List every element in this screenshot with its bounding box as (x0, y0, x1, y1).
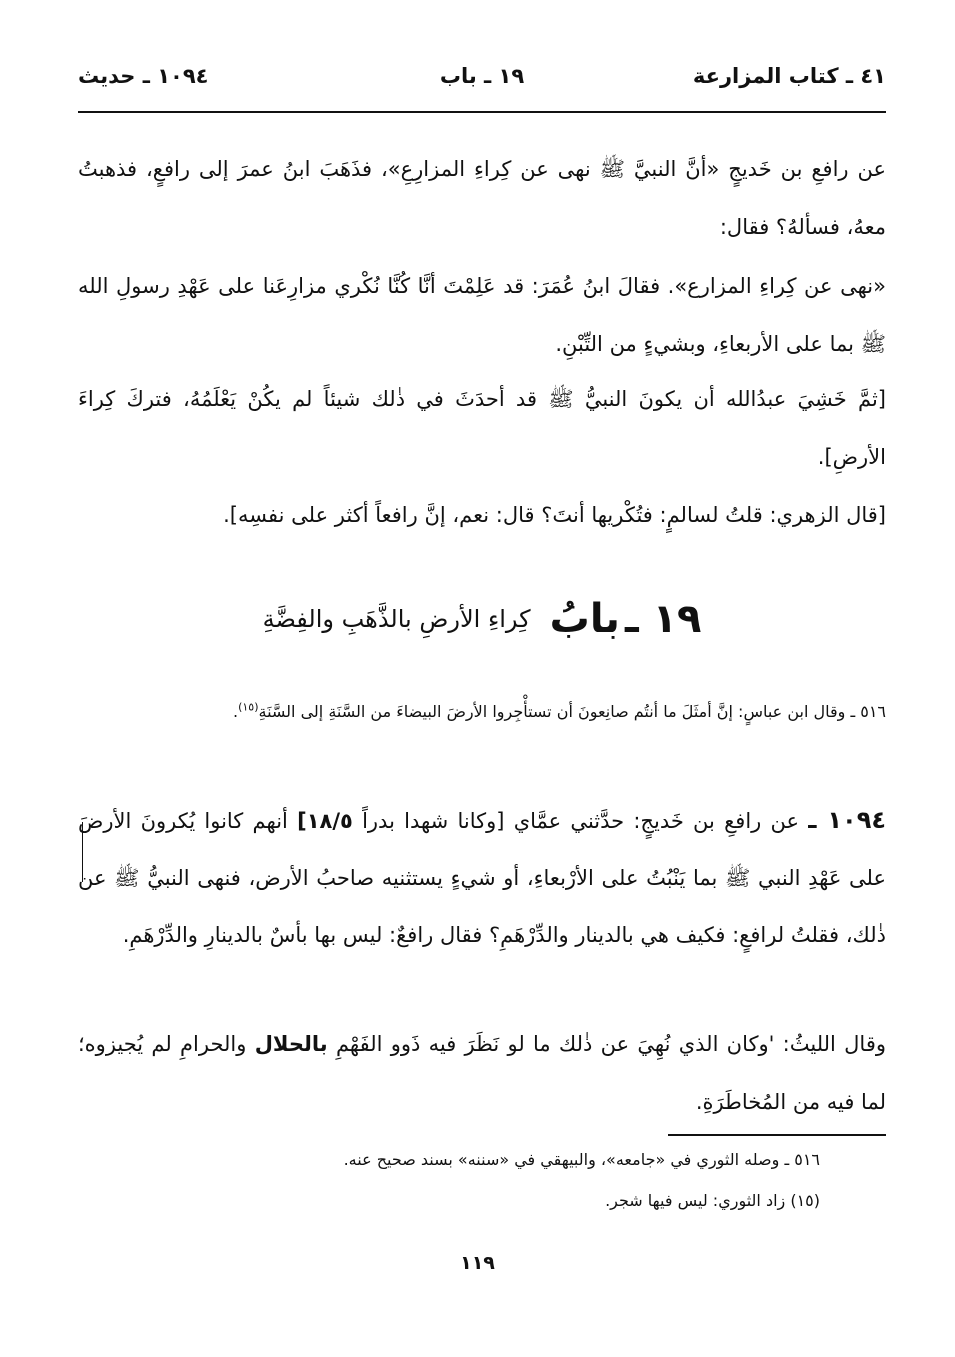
header-rule (78, 111, 886, 113)
footnote-ref: (١٥) (238, 700, 259, 714)
athar-end: . (232, 702, 239, 721)
athar-text: ٥١٦ ـ وقال ابن عباسٍ: إنَّ أمثَلَ ما أنتُم صانِعونَ أن تستأْجِروا الأرضَ البيضاءَ من السَّنَةِ إلى السَّنَةِ (258, 702, 886, 721)
chapter-word: بابُ (549, 596, 620, 642)
footnote-rule (668, 1134, 886, 1136)
hadith-number: ١٠٩٤ ـ (808, 806, 886, 834)
footnote-516: ٥١٦ ـ وصله الثوري في «جامعه»، والبيهقي في «سننه» بسند صحيح عنه. (343, 1150, 820, 1169)
hadith-1094 (78, 792, 886, 964)
running-header (78, 58, 886, 98)
header-book-title: ٤١ ـ كتاب المزارعة (692, 64, 886, 88)
athar-516 (78, 682, 886, 742)
laith-text: وقال الليثُ: 'وكان الذي نُهِيَ عن ذٰلك ما لو نَظَرَ فيه ذَوو الفَهْمِ (335, 1032, 886, 1056)
hadith-rest: أنهم كانوا يُكرونَ الأرضَ على عَهْدِ النبي ﷺ بما يَنْبُتُ على الأرْبعاءِ، أو شيءٍ يستثنيه صاحبُ الأرض، فنهى النبيُّ ﷺ عن ذٰلك، فقلتُ لرافعٍ: فكيف هي بالدينار والدِّرْهَمِ؟ فقال رافعٌ: ليس بها بأسٌ بالدينارِ والدِّرْهَمِ. (78, 809, 886, 947)
chapter-title: كِراءِ الأرضِ بالذَّهَبِ والفِضَّةِ (262, 605, 531, 633)
margin-reference: ١٨/٥] (297, 809, 353, 833)
hadith-text: عن رافعِ بن خَديجٍ: حدَّثني عمَّاي [وكانا شهدا بدراً (362, 809, 800, 833)
header-chapter: ١٩ ـ باب (439, 64, 525, 88)
paragraph-4: [قال الزهري: قلتُ لسالمٍ: فتُكْريها أنتَ؟ قال: نعم، إنَّ رافعاً أكثر على نفسِه]. (223, 503, 886, 527)
margin-bar (82, 822, 83, 882)
laith-statement (78, 1015, 886, 1131)
laith-bold: بالحلال (254, 1032, 328, 1056)
paragraph-2: «نهى عن كِراءِ المزارع». فقالَ ابنُ عُمَرَ: قد عَلِمْتَ أنَّا كُنَّا نُكْري مزارِعَنا على عَهْدِ رسولِ الله ﷺ بما على الأربعاءِ، وبشيءٍ من التِّبْنِ. (78, 274, 886, 356)
laith-rest: والحرامِ لم يُجيزوه؛ لما فيه من المُخاطَرَةِ. (78, 1032, 886, 1114)
footnote-15: (١٥) زاد الثوري: ليس فيها شجر. (605, 1191, 820, 1210)
header-hadith-number: ١٠٩٤ ـ حديث (78, 64, 209, 88)
page-number: ١١٩ (460, 1252, 495, 1274)
paragraph-1: عن رافعِ بن خَديجٍ «أنَّ النبيَّ ﷺ نهى عن كِراءِ المزارِعِ»، فذَهَبَ ابنُ عمرَ إلى رافعٍ، فذهبتُ معهُ، فسألهُ؟ فقال: (78, 157, 886, 239)
chapter-heading (78, 596, 886, 642)
chapter-number: ١٩ ـ (624, 596, 702, 642)
paragraph-3: [ثمَّ خَشِيَ عبدُالله أن يكونَ النبيُّ ﷺ قد أحدَثَ في ذٰلك شيئاً لم يكُنْ يَعْلَمُهُ، فتركَ كِراءَ الأرضِ]. (78, 387, 886, 469)
